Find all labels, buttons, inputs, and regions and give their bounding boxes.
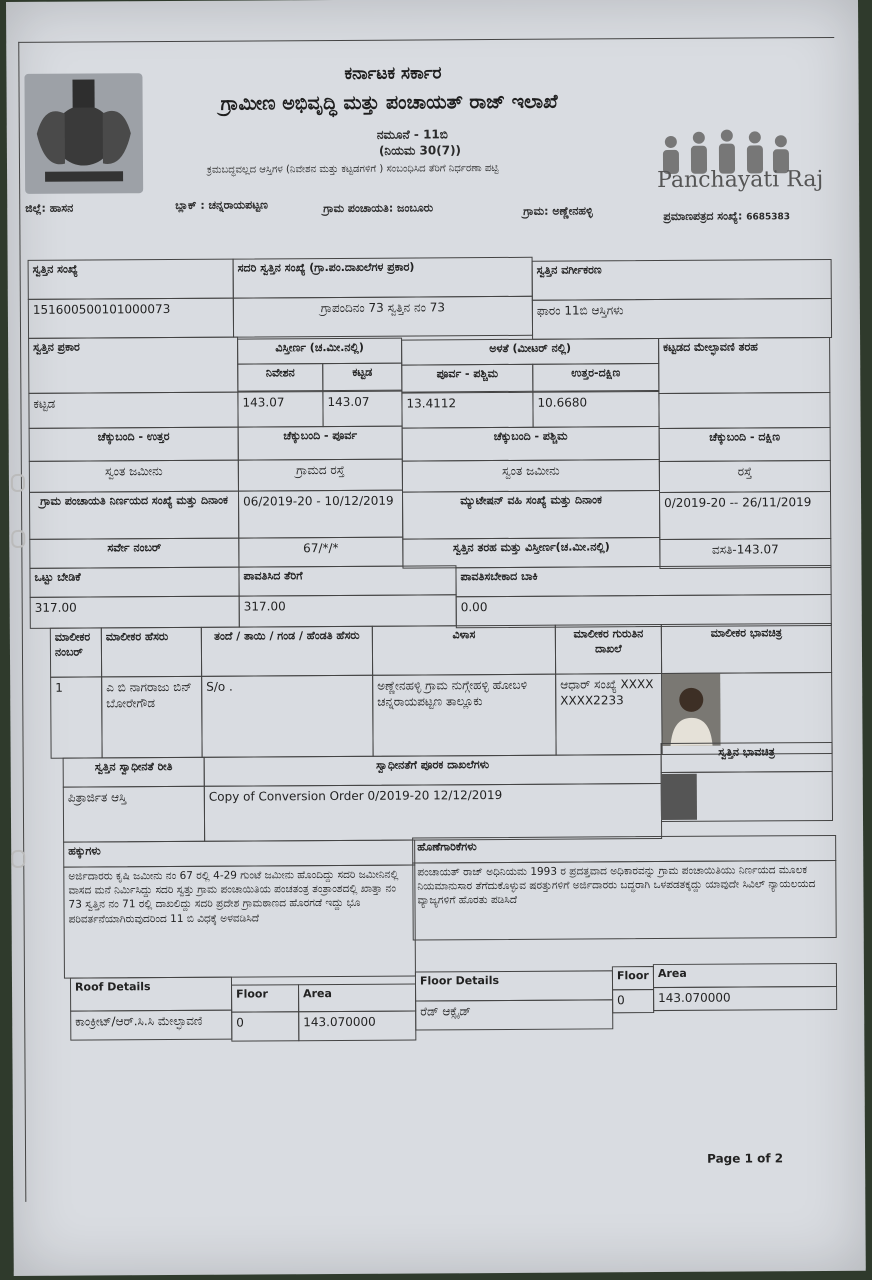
owner-address: ಅಣ್ಣೇನಹಳ್ಳಿ ಗ್ರಾಮ ನುಗ್ಗೇಹಳ್ಳಿ ಹೋಬಳಿ ಚನ್ನರಾಯಪಟ್ಟಣ ತಾಲ್ಲೂಕು: [372, 674, 556, 757]
property-id-label: ಸ್ವತ್ತಿನ ಸಂಖ್ಯೆ: [28, 259, 234, 300]
village: ಗ್ರಾಮ: ಅಣ್ಣೇನಹಳ್ಳಿ: [523, 204, 593, 218]
north-south-value: 10.6680: [532, 391, 659, 428]
boundary-west-label: ಚೆಕ್ಕುಬಂದಿ - ಪಶ್ಚಿಮ: [402, 426, 660, 462]
certificate-label: ಪ್ರಮಾಣಪತ್ರದ ಸಂಖ್ಯೆ: 6685383: [663, 209, 791, 223]
rights-text: ಅರ್ಜಿದಾರರು ಕೃಷಿ ಜಮೀನು ನಂ 67 ರಲ್ಲಿ 4-29 ಗುಂಟೆ ಜಮೀನು ಹೊಂದಿದ್ದು ಸದರಿ ಜಮೀನಿನಲ್ಲಿ ವಾಸದ ಮನೆ ನಿರ್ಮಿಸಿದ್ದು ಸದರಿ ಸ್ವತ್ತು ಗ್ರಾಮ ಪಂಚಾಯಿತಿಯ ಪಂಚತಂತ್ರ ತಂತ್ರಾಂಶದಲ್ಲಿ ಖಾತ್ತಾ ನಂ 73 ಸ್ವತ್ತಿನ ನಂ 71 ರಲ್ಲಿ ದಾಖಲಿದ್ದು ಸದರಿ ಪ್ರದೇಶ ಗ್ರಾಮಠಾಣದ ಹೊರಗಡೆ ಇದ್ದು ಭೂ ಪರಿವರ್ತನೆಯಾಗಿರುವುದರಿಂದ 11 ಬಿ ವಿಧಕ್ಕೆ ಅಳವಡಿಸಿದೆ: [63, 865, 416, 979]
owner-id-header: ಮಾಲೀಕರ ಗುರುತಿನ ದಾಖಲೆ: [555, 624, 662, 675]
district: ಜಿಲ್ಲೆ: ಹಾಸನ: [25, 201, 74, 215]
block: ಬ್ಲಾಕ್ : ಚನ್ನರಾಯಪಟ್ಟಣ: [175, 198, 268, 212]
roof-floor-label: Floor: [231, 984, 299, 1012]
roof-type-value: [658, 392, 830, 429]
gp-number-value: ಗ್ರಾಪಂದಿನಂ 73 ಸ್ವತ್ತಿನ ನಂ 73: [233, 296, 533, 338]
balance-due-value: 0.00: [456, 594, 832, 628]
form-number: ನಮೂನೆ - 11ಬಿ: [376, 127, 448, 142]
north-south-label: ಉತ್ತರ-ದಕ್ಷಿಣ: [532, 363, 659, 392]
roof-floor: 0: [231, 1011, 299, 1041]
floor-floor-label: Floor: [612, 966, 654, 990]
dimension-label: ಅಳತೆ (ಮೀಟರ್ ನಲ್ಲಿ): [401, 338, 659, 366]
resolution-value: 06/2019-20 - 10/12/2019: [238, 490, 403, 539]
gram-panchayat: ಗ್ರಾಮ ಪಂಚಾಯತಿ: ಜಂಬೂರು: [323, 201, 434, 216]
property-photo-label: ಸ್ವತ್ತಿನ ಭಾವಚಿತ್ರ: [661, 742, 833, 773]
owner-number: 1: [50, 676, 102, 758]
floor-type: ರೆಡ್ ಆಕ್ಸೈಡ್: [415, 999, 613, 1030]
area-type-value: ವಸತಿ-143.07: [659, 538, 831, 569]
gp-number-label: ಸದರಿ ಸ್ವತ್ತಿನ ಸಂಖ್ಯೆ (ಗ್ರಾ.ಪಂ.ದಾಖಲೆಗಳ ಪ್ರಕಾರ): [233, 257, 533, 299]
department-title: ಗ್ರಾಮೀಣ ಅಭಿವೃದ್ಧಿ ಮತ್ತು ಪಂಚಾಯತ್ ರಾಜ್ ಇಲಾಖೆ: [220, 90, 558, 115]
liabilities-text: ಪಂಚಾಯತ್ ರಾಜ್ ಅಧಿನಿಯಮ 1993 ರ ಪ್ರದತ್ತವಾದ ಅಧಿಕಾರವನ್ನು ಗ್ರಾಮ ಪಂಚಾಯಿತಿಯು ನಿರ್ಣಯದ ಮೂಲಕ ನಿಯಮಾನುಸಾರ ತೆಗೆದುಕೊಳ್ಳುವ ಷರತ್ತುಗಳಿಗೆ ಅರ್ಜಿದಾರರು ಬದ್ಧರಾಗಿ ಒಳಪಡತಕ್ಕದ್ದು ಯಾವುದೇ ಸಿವಿಲ್ ನ್ಯಾಯಲಯದ ವ್ಯಾಜ್ಯಗಳಿಗೆ ಹೊರತು ಪಡಿಸಿದೆ: [412, 860, 836, 941]
floor-floor: 0: [612, 989, 654, 1013]
mutation-value: 0/2019-20 -- 26/11/2019: [659, 491, 831, 540]
boundary-north-label: ಚೆಕ್ಕುಬಂದಿ - ಉತ್ತರ: [29, 427, 239, 462]
total-demand-value: 317.00: [30, 596, 240, 629]
owner-relation-header: ತಂದೆ / ತಾಯಿ / ಗಂಡ / ಹೆಂಡತಿ ಹೆಸರು: [201, 626, 373, 677]
certificate-number: 6685383: [746, 212, 791, 223]
page-number: Page 1 of 2: [707, 1151, 784, 1166]
total-demand-label: ಒಟ್ಟು ಬೇಡಿಕೆ: [29, 567, 239, 598]
karnataka-emblem-icon: [24, 73, 143, 194]
building-area-value: 143.07: [322, 391, 402, 427]
balance-due-label: ಪಾವತಿಸಬೇಕಾದ ಬಾಕಿ: [455, 565, 831, 597]
resolution-label: ಗ್ರಾಮ ಪಂಚಾಯತಿ ನಿರ್ಣಯದ ಸಂಖ್ಯೆ ಮತ್ತು ದಿನಾಂಕ: [29, 491, 239, 540]
classification-label: ಸ್ವತ್ತಿನ ವರ್ಗೀಕರಣ: [532, 259, 832, 301]
area-type-label: ಸ್ವತ್ತಿನ ತರಹ ಮತ್ತು ವಿಸ್ತೀರ್ಣ(ಚ.ಮೀ.ನಲ್ಲಿ): [402, 537, 660, 569]
rule-number: (ನಿಯಮ 30(7)): [378, 143, 462, 158]
document-page: [6, 0, 866, 1276]
liabilities-label: ಹೊಣೆಗಾರಿಕೆಗಳು: [412, 835, 836, 864]
tax-paid-label: ಪಾವತಿಸಿದ ತೆರಿಗೆ: [238, 565, 456, 596]
floor-area: 143.070000: [653, 986, 837, 1011]
roof-type: ಕಾಂಕ್ರೀಟ್/ಆರ್.ಸಿ.ಸಿ ಮೇಲ್ಛಾವಣಿ: [70, 1010, 232, 1041]
site-label: ನಿವೇಶನ: [237, 363, 323, 392]
east-west-label: ಪೂರ್ವ - ಪಶ್ಚಿಮ: [401, 364, 533, 393]
acquisition-docs: Copy of Conversion Order 0/2019-20 12/12/2019: [204, 783, 662, 842]
building-label: ಕಟ್ಟಡ: [322, 363, 402, 391]
acquisition-label: ಸ್ವತ್ತಿನ ಸ್ವಾಧೀನತೆ ರೀತಿ: [63, 757, 205, 788]
owner-name-header: ಮಾಲೀಕರ ಹೆಸರು: [101, 627, 202, 678]
area-label: ವಿಸ್ತೀರ್ಣ (ಚ.ಮೀ.ನಲ್ಲಿ): [237, 338, 402, 365]
frame-top-line: [18, 37, 834, 43]
acquisition-mode: ಪಿತ್ರಾರ್ಜಿತ ಆಸ್ತಿ: [63, 786, 205, 843]
owner-photo: [662, 674, 720, 746]
roof-area-label: Area: [298, 984, 416, 1013]
owner-id-doc: ಆಧಾರ್ ಸಂಖ್ಯೆ XXXXXXXX2233: [555, 673, 662, 756]
boundary-north-value: ಸ್ವಂತ ಜಮೀನು: [29, 460, 239, 493]
site-area-value: 143.07: [237, 391, 323, 428]
owner-photo-header: ಮಾಲೀಕರ ಭಾವಚಿತ್ರ: [661, 623, 832, 674]
staple-2: [11, 530, 25, 548]
rights-label: ಹಕ್ಕುಗಳು: [63, 840, 415, 868]
east-west-value: 13.4112: [401, 392, 533, 429]
survey-value: 67/*/*: [238, 537, 403, 568]
govt-title: ಕರ್ನಾಟಕ ಸರ್ಕಾರ: [344, 63, 442, 84]
acquisition-docs-label: ಸ್ವಾಧೀನತೆಗೆ ಪೂರಕ ದಾಖಲೆಗಳು: [204, 754, 662, 787]
owner-relation: S/o .: [201, 675, 373, 758]
roof-area: 143.070000: [298, 1011, 416, 1042]
owner-address-header: ವಿಳಾಸ: [372, 625, 556, 676]
roof-details-label: Roof Details: [70, 977, 232, 1012]
panchayati-raj-logo-text: Panchayati Raj: [657, 167, 824, 194]
floor-details-label: Floor Details: [415, 970, 613, 1001]
owner-name: ಎ ಬಿ ನಾಗರಾಜು ಬಿನ್ ಬೋರೇಗೌಡ: [101, 676, 202, 759]
frame-left-line: [18, 42, 26, 1202]
property-type-label: ಸ್ವತ್ತಿನ ಪ್ರಕಾರ: [28, 337, 238, 394]
staple-3: [11, 850, 25, 868]
boundary-east-label: ಚೆಕ್ಕುಬಂದಿ - ಪೂರ್ವ: [238, 426, 403, 461]
property-photo: [661, 774, 697, 820]
boundary-south-value: ರಸ್ತೆ: [659, 460, 831, 493]
staple-1: [11, 474, 25, 492]
boundary-east-value: ಗ್ರಾಮದ ರಸ್ತೆ: [238, 459, 403, 492]
boundary-south-label: ಚೆಕ್ಕುಬಂದಿ - ದಕ್ಷಿಣ: [659, 427, 831, 462]
boundary-west-value: ಸ್ವಂತ ಜಮೀನು: [402, 459, 660, 493]
form-subtitle: ಕ್ರಮಬದ್ಧವಲ್ಲದ ಆಸ್ತಿಗಳ (ನಿವೇಶನ ಮತ್ತು ಕಟ್ಟಡಗಳಿಗೆ ) ಸಂಬಂಧಿಸಿದ ತೆರಿಗೆ ನಿರ್ಧರಣಾ ಪಟ್ಟಿ: [206, 162, 499, 176]
owner-number-header: ಮಾಲೀಕರ ನಂಬರ್: [50, 627, 102, 677]
property-type-value: ಕಟ್ಟಡ: [28, 392, 238, 429]
mutation-label: ಮ್ಯುಟೇಷನ್ ವಹಿ ಸಂಖ್ಯೆ ಮತ್ತು ದಿನಾಂಕ: [402, 490, 660, 540]
survey-label: ಸರ್ವೇ ನಂಬರ್: [29, 538, 239, 569]
roof-type-label: ಕಟ್ಟಡದ ಮೇಲ್ಛಾವಣಿ ತರಹ: [658, 337, 830, 394]
property-id-value: 151600500101000073: [28, 298, 234, 339]
tax-paid-value: 317.00: [239, 594, 457, 627]
classification-value: ಫಾರಂ 11ಬಿ ಆಸ್ತಿಗಳು: [532, 298, 832, 340]
floor-area-label: Area: [653, 963, 837, 988]
